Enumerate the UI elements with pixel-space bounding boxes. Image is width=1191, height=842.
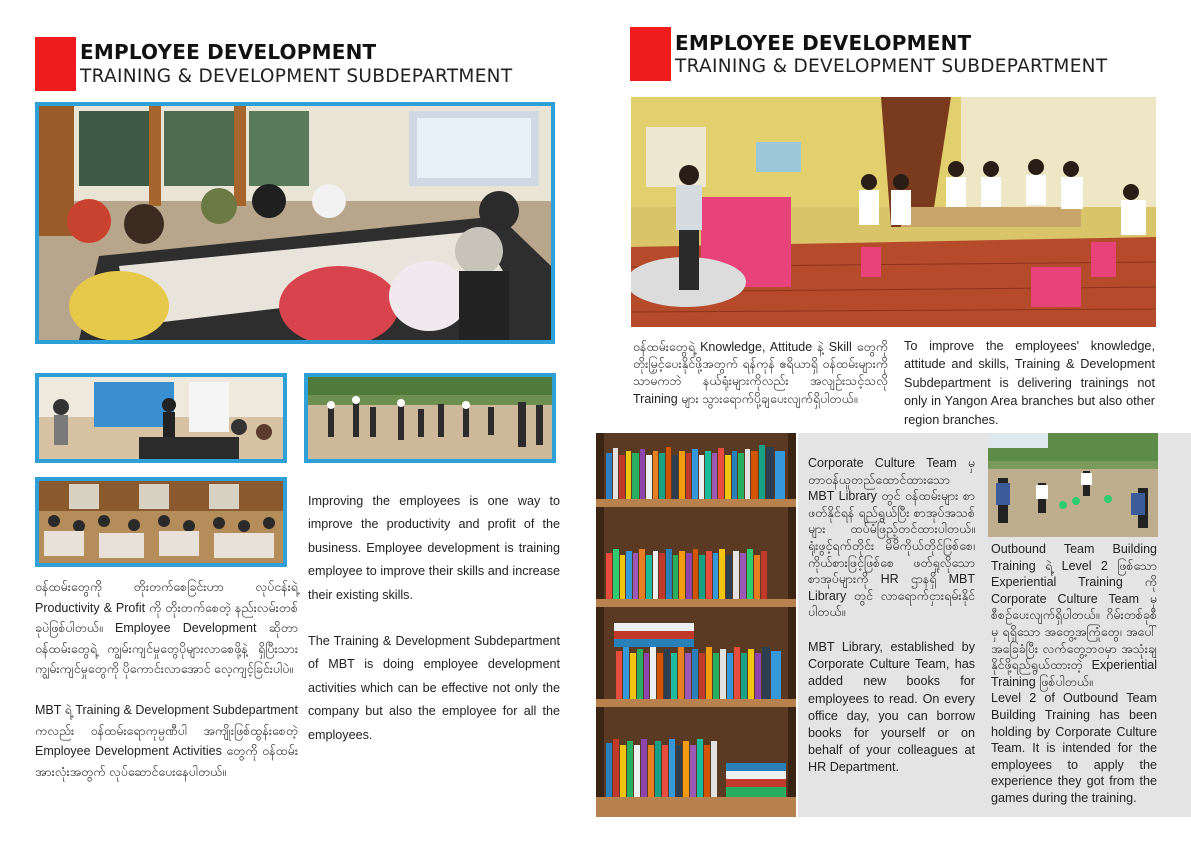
right-heading-title: EMPLOYEE DEVELOPMENT [675,31,972,55]
library-text-block [808,455,975,777]
library-para-mm: Corporate Culture Team မှ တာဝန်ယူတည်ထောင်ထားသော MBT Library တွင် ဝန်ထမ်းများ စာဖတ်နိုင်ရန် ရည်ရွယ်ပြီး စာအုပ်အသစ်များ ထပ်မံဖြည့်တင်ထားပါတယ်။ ရုံးဖွင့်ရက်တိုင်း မိမိကိုယ်တိုင်ဖြစ်စေ၊ ကိုယ်စားဖြင့်ဖြစ်စေ ဖတ်ရှုလိုသော စာအုပ်များကို HR ဌာနရှိ MBT Library တွင် လာရောက်ငှားရမ်းနိုင်ပါတယ်။ [808,456,975,620]
outbound-text-block [991,541,1157,807]
photo-outdoor-game [304,373,556,463]
training-para-mm: ဝန်ထမ်းတွေရဲ့ Knowledge, Attitude နဲ့ Skill တွေကို တိုးမြှင့်ပေးနိုင်ဖို့အတွက် ရန်ကုန် ဧရိယာရှိ ဝန်ထမ်းများကိုသာမကဘဲ နယ်ရုံးများကိုလည်း အလျဉ်းသင့်သလို Training များ သွားရောက်ပို့ချပေးလျက်ရှိပါတယ်။ [633,340,888,406]
photo-outbound-team-building [988,433,1158,537]
outbound-para-mm: Outbound Team Building Training ရဲ့ Level 2 ဖြစ်သော Experiential Training ကို Corporate Culture Team မှ စီစဉ်ပေးလျက်ရှိပါတယ်။ ဂိမ်းတစ်ခုစီမှ ရရှိသော အတွေ့အကြုံတွေ၊ အပေါ်အခြေခံပြီး လက်တွေ့ဘဝမှာ အသုံးချနိုင်ဖို့ရည်ရွယ်ထားတဲ့ Experiential Training ဖြစ်ပါတယ်။ [991,542,1157,689]
photo-regional-training [631,97,1156,327]
right-heading-red-square [630,27,671,81]
photo-whiteboard-session [35,373,287,463]
right-training-burmese [633,339,888,424]
outbound-para-en: Level 2 of Outbound Team Building Training has been holding by Corporate Culture Team. It is intended for the employees to apply the experience they got from the games during the training. [991,691,1157,805]
right-heading-subtitle: TRAINING & DEVELOPMENT SUBDEPARTMENT [675,56,1108,77]
left-para-en-1: Improving the employees is one way to improve the productivity and profit of the business. Employee development is training employee to improve their skills and increase their existing skills. [308,494,560,602]
left-body-burmese [35,577,298,802]
left-body-english [308,490,560,767]
training-para-en: To improve the employees' knowledge, attitude and skills, Training & Development Subdepartment is delivering trainings not only in Yangon Area branches but also other region branches. [904,339,1155,427]
library-para-en: MBT Library, established by Corporate Culture Team, has added new books for employees to read. On every office day, you can borrow books for yourself or on behalf of your colleagues at HR Department. [808,639,975,775]
left-para-mm-1: ဝန်ထမ်းတွေကို တိုးတက်စေခြင်းဟာ လုပ်ငန်းရဲ့ Productivity & Profit ကို တိုးတက်စေတဲ့ နည်းလမ်းတစ်ခုပဲဖြစ်ပါတယ်။ Employee Development ဆိုတာ ဝန်ထမ်းတွေရဲ့ ကျွမ်းကျင်မှုတွေပိုများလာစေဖို့နဲ့ ရှိပြီးသားကျွမ်းကျင်မှုတွေကို ပိုကောင်းလာအောင် လေ့ကျင့်ခြင်းပါပဲ။ [35,580,298,677]
photo-mbt-library-bookshelf [596,433,796,817]
left-heading-subtitle: TRAINING & DEVELOPMENT SUBDEPARTMENT [80,66,513,87]
left-para-en-2: The Training & Development Subdepartment of MBT is doing employee development activities which can be effective not only the company but also the employee for all the employees. [308,634,560,742]
photo-large-workshop [35,477,287,567]
right-training-english [904,337,1155,445]
left-heading-title: EMPLOYEE DEVELOPMENT [80,40,377,64]
photo-meeting-room [35,102,555,344]
left-heading-red-square [35,37,76,91]
left-para-mm-2: MBT ရဲ့ Training & Development Subdepartment ကလည်း ဝန်ထမ်းရောကုမ္ပဏီပါ အကျိုးဖြစ်ထွန်းစေတဲ့ Employee Development Activities တွေကို ဝန်ထမ်းအားလုံးအတွက် လုပ်ဆောင်ပေးနေပါတယ်။ [35,702,298,779]
